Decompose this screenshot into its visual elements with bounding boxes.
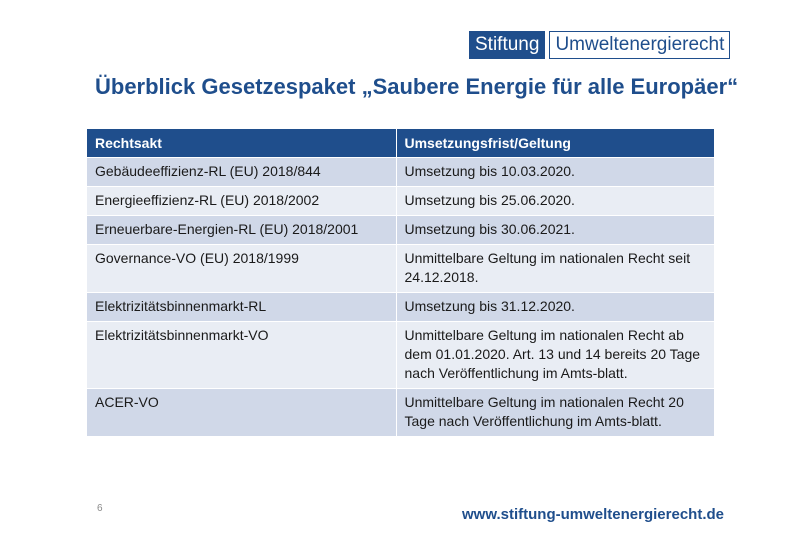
table-row <box>87 321 714 388</box>
legislation-table <box>87 129 715 436</box>
cell-rechtsakt: Erneuerbare-Energien-RL (EU) 2018/2001 <box>87 215 396 244</box>
cell-geltung: Unmittelbare Geltung im nationalen Recht seit 24.12.2018. <box>396 244 714 292</box>
logo-umweltenergierecht: Umweltenergierecht <box>549 31 730 59</box>
table-row <box>87 157 714 186</box>
page-number: 6 <box>97 503 103 514</box>
cell-rechtsakt: Gebäudeeffizienz-RL (EU) 2018/844 <box>87 157 396 186</box>
cell-geltung: Umsetzung bis 10.03.2020. <box>396 157 714 186</box>
cell-rechtsakt: Elektrizitätsbinnenmarkt-VO <box>87 321 396 388</box>
cell-rechtsakt: Elektrizitätsbinnenmarkt-RL <box>87 292 396 321</box>
cell-geltung: Umsetzung bis 31.12.2020. <box>396 292 714 321</box>
header-rechtsakt: Rechtsakt <box>87 129 396 157</box>
website-link[interactable]: www.stiftung-umweltenergierecht.de <box>462 506 724 523</box>
cell-geltung: Unmittelbare Geltung im nationalen Recht ab dem 01.01.2020. Art. 13 und 14 bereits 20 Tage nach Veröffentlichung im Amts-blatt. <box>396 321 714 388</box>
table-row <box>87 292 714 321</box>
logo <box>469 31 730 59</box>
page-title: Überblick Gesetzespaket „Saubere Energie für alle Europäer“ <box>95 74 739 99</box>
cell-rechtsakt: Governance-VO (EU) 2018/1999 <box>87 244 396 292</box>
header-umsetzungsfrist: Umsetzungsfrist/Geltung <box>396 129 714 157</box>
table-row <box>87 244 714 292</box>
table-header-row <box>87 129 714 157</box>
table-row <box>87 388 714 436</box>
table-row <box>87 186 714 215</box>
cell-rechtsakt: ACER-VO <box>87 388 396 436</box>
cell-geltung: Umsetzung bis 30.06.2021. <box>396 215 714 244</box>
logo-stiftung: Stiftung <box>469 31 545 59</box>
cell-geltung: Unmittelbare Geltung im nationalen Recht 20 Tage nach Veröffentlichung im Amts-blatt. <box>396 388 714 436</box>
cell-rechtsakt: Energieeffizienz-RL (EU) 2018/2002 <box>87 186 396 215</box>
cell-geltung: Umsetzung bis 25.06.2020. <box>396 186 714 215</box>
table-row <box>87 215 714 244</box>
